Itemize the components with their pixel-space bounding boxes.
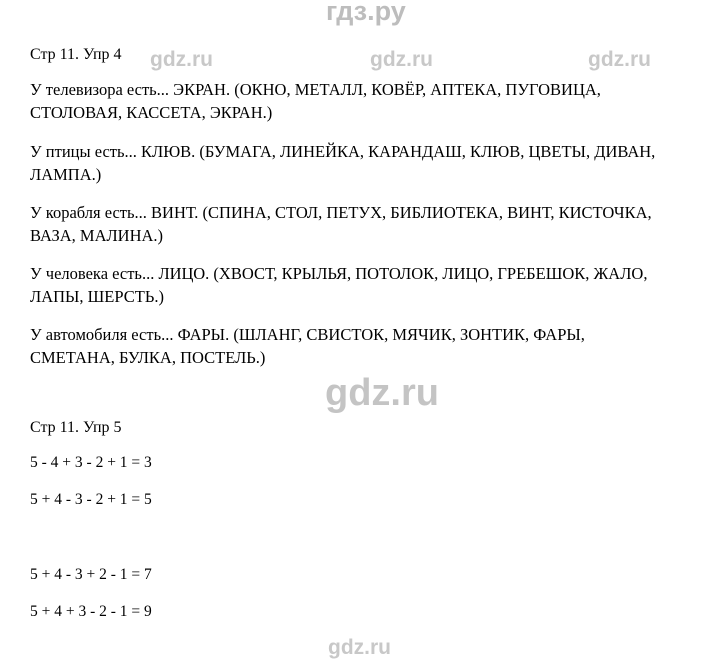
exercise-4-line-1: У телевизора есть... ЭКРАН. (ОКНО, МЕТАЛЛ, КОВЁР, АПТЕКА, ПУГОВИЦА, СТОЛОВАЯ, КАССЕТА, ЭКРАН.) [30, 80, 601, 122]
watermark-top: гдз.ру [326, 0, 406, 26]
watermark-small-right: gdz.ru [588, 48, 651, 71]
exercise-4-heading: Стр 11. Упр 4 [30, 46, 122, 63]
equation-4: 5 + 4 + 3 - 2 - 1 = 9 [30, 603, 152, 620]
watermark-small-center: gdz.ru [370, 48, 433, 71]
exercise-4-line-4: У человека есть... ЛИЦО. (ХВОСТ, КРЫЛЬЯ, ПОТОЛОК, ЛИЦО, ГРЕБЕШОК, ЖАЛО, ЛАПЫ, ШЕРСТЬ.) [30, 264, 648, 306]
watermark-middle: gdz.ru [325, 372, 439, 414]
exercise-4-line-2: У птицы есть... КЛЮВ. (БУМАГА, ЛИНЕЙКА, КАРАНДАШ, КЛЮВ, ЦВЕТЫ, ДИВАН, ЛАМПА.) [30, 142, 656, 184]
equation-1: 5 - 4 + 3 - 2 + 1 = 3 [30, 454, 152, 471]
exercise-5-heading: Стр 11. Упр 5 [30, 419, 122, 436]
exercise-4-line-3: У корабля есть... ВИНТ. (СПИНА, СТОЛ, ПЕТУХ, БИБЛИОТЕКА, ВИНТ, КИСТОЧКА, ВАЗА, МАЛИНА.) [30, 203, 652, 245]
exercise-4-line-5: У автомобиля есть... ФАРЫ. (ШЛАНГ, СВИСТОК, МЯЧИК, ЗОНТИК, ФАРЫ, СМЕТАНА, БУЛКА, ПОСТЕЛЬ.) [30, 325, 585, 367]
watermark-bottom: gdz.ru [328, 636, 391, 659]
equation-2: 5 + 4 - 3 - 2 + 1 = 5 [30, 491, 152, 508]
equation-3: 5 + 4 - 3 + 2 - 1 = 7 [30, 566, 152, 583]
watermark-small-left: gdz.ru [150, 48, 213, 71]
